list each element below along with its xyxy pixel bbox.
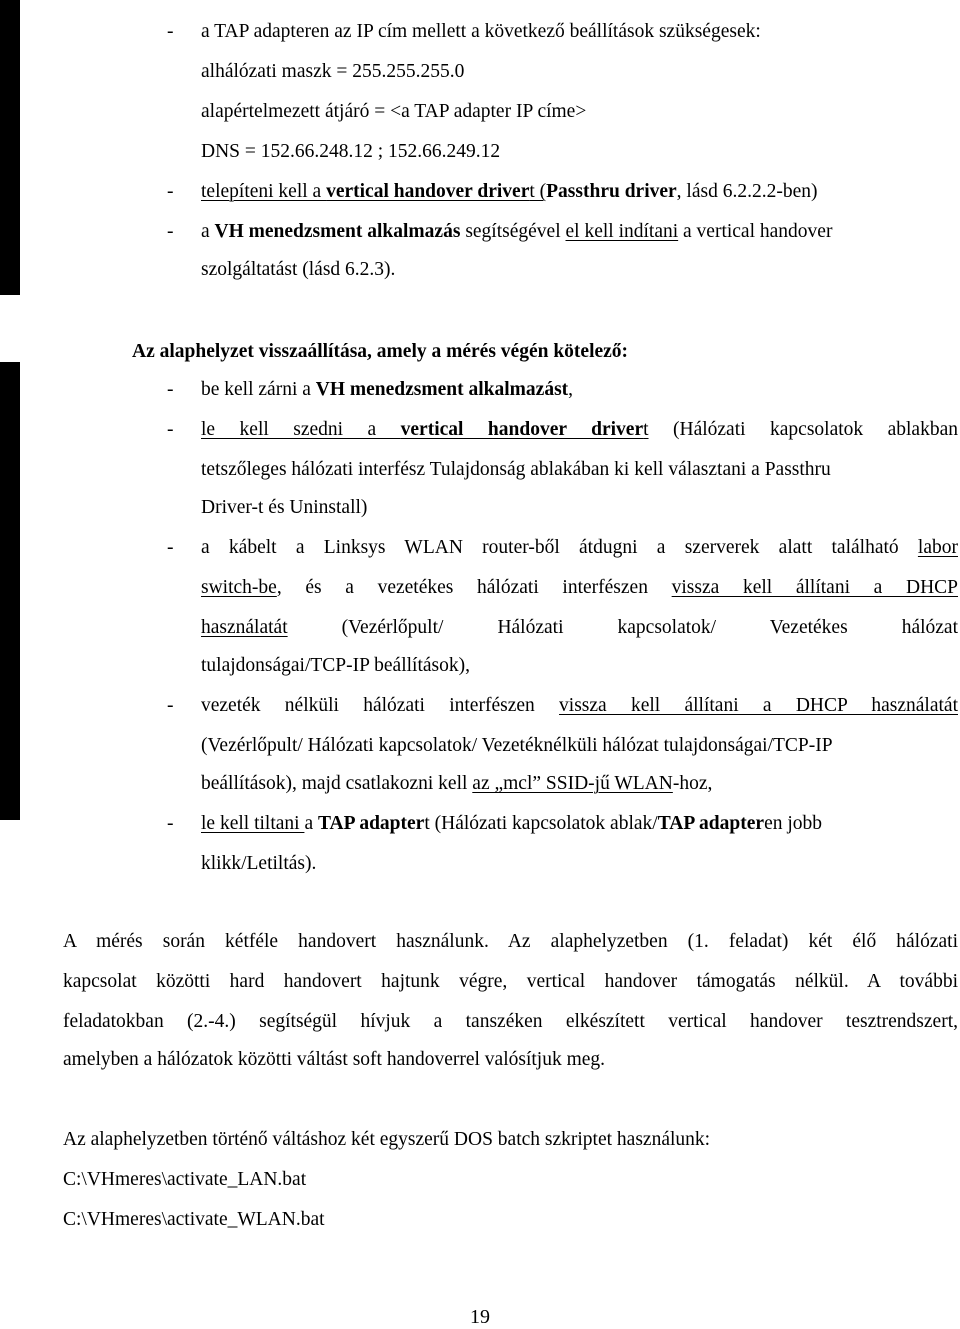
paragraph-line: feladatokban (2.-4.) segítségül hívjuk a tanszéken elkészített vertical handover tesztrendszert, — [63, 1011, 958, 1032]
file-path: C:\VHmeres\activate_LAN.bat — [63, 1169, 307, 1190]
text-line: szolgáltatást (lásd 6.2.3). — [201, 259, 396, 280]
list-item-close: be kell zárni a VH menedzsment alkalmazást, — [201, 379, 574, 400]
list-item-install: telepíteni kell a vertical handover drivert (Passthru driver, lásd 6.2.2.2-ben) — [201, 181, 818, 202]
paragraph-line: kapcsolat közötti hard handovert hajtunk végre, vertical handover támogatás nélkül. A további — [63, 971, 958, 992]
paragraph-line: A mérés során kétféle handovert használunk. Az alaphelyzetben (1. feladat) két élő hálózati — [63, 931, 958, 952]
list-dash: - — [167, 181, 174, 202]
change-bar — [0, 0, 20, 295]
list-dash: - — [167, 419, 174, 440]
list-item-cable: a kábelt a Linksys WLAN router-ből átdugni a szerverek alatt található labor — [201, 537, 958, 558]
list-item-tap: a TAP adapteren az IP cím mellett a következő beállítások szükségesek: — [201, 21, 761, 42]
section-heading: Az alaphelyzet visszaállítása, amely a mérés végén kötelező: — [132, 341, 629, 362]
text-line: (Vezérlőpult/ Hálózati kapcsolatok/ Vezetéknélküli hálózat tulajdonságai/TCP-IP — [201, 735, 833, 756]
text-line: DNS = 152.66.248.12 ; 152.66.249.12 — [201, 141, 501, 162]
list-dash: - — [167, 695, 174, 716]
list-dash: - — [167, 537, 174, 558]
text-line: switch-be, és a vezetékes hálózati interfészen vissza kell állítani a DHCP — [201, 577, 959, 598]
list-dash: - — [167, 379, 174, 400]
text-line: tetszőleges hálózati interfész Tulajdonság ablakában ki kell választani a Passthru — [201, 459, 831, 480]
list-item-tap-disable: le kell tiltani a TAP adaptert (Hálózati kapcsolatok ablak/TAP adapteren jobb — [201, 813, 823, 834]
change-bar — [0, 362, 20, 820]
list-dash: - — [167, 21, 174, 42]
paragraph-line: amelyben a hálózatok közötti váltást soft handoverrel valósítjuk meg. — [63, 1049, 606, 1070]
list-item-vh: a VH menedzsment alkalmazás segítségével el kell indítani a vertical handover — [201, 221, 833, 242]
text-line: Driver-t és Uninstall) — [201, 497, 368, 518]
paragraph-line: Az alaphelyzetben történő váltáshoz két egyszerű DOS batch szkriptet használunk: — [63, 1129, 711, 1150]
text-line: alhálózati maszk = 255.255.255.0 — [201, 61, 465, 82]
text-line: beállítások), majd csatlakozni kell az „mcl” SSID-jű WLAN-hoz, — [201, 773, 713, 794]
list-item-wireless: vezeték nélküli hálózati interfészen vissza kell állítani a DHCP használatát — [201, 695, 958, 716]
text-line: tulajdonságai/TCP-IP beállítások), — [201, 655, 470, 676]
list-dash: - — [167, 221, 174, 242]
list-item-uninstall: le kell szedni a vertical handover drivert (Hálózati kapcsolatok ablakban — [201, 419, 958, 440]
text-line: alapértelmezett átjáró = <a TAP adapter IP címe> — [201, 101, 587, 122]
page-number: 19 — [470, 1306, 490, 1328]
list-dash: - — [167, 813, 174, 834]
text-line: használatát (Vezérlőpult/ Hálózati kapcsolatok/ Vezetékes hálózat — [201, 617, 958, 638]
text-line: klikk/Letiltás). — [201, 853, 317, 874]
file-path: C:\VHmeres\activate_WLAN.bat — [63, 1209, 325, 1230]
